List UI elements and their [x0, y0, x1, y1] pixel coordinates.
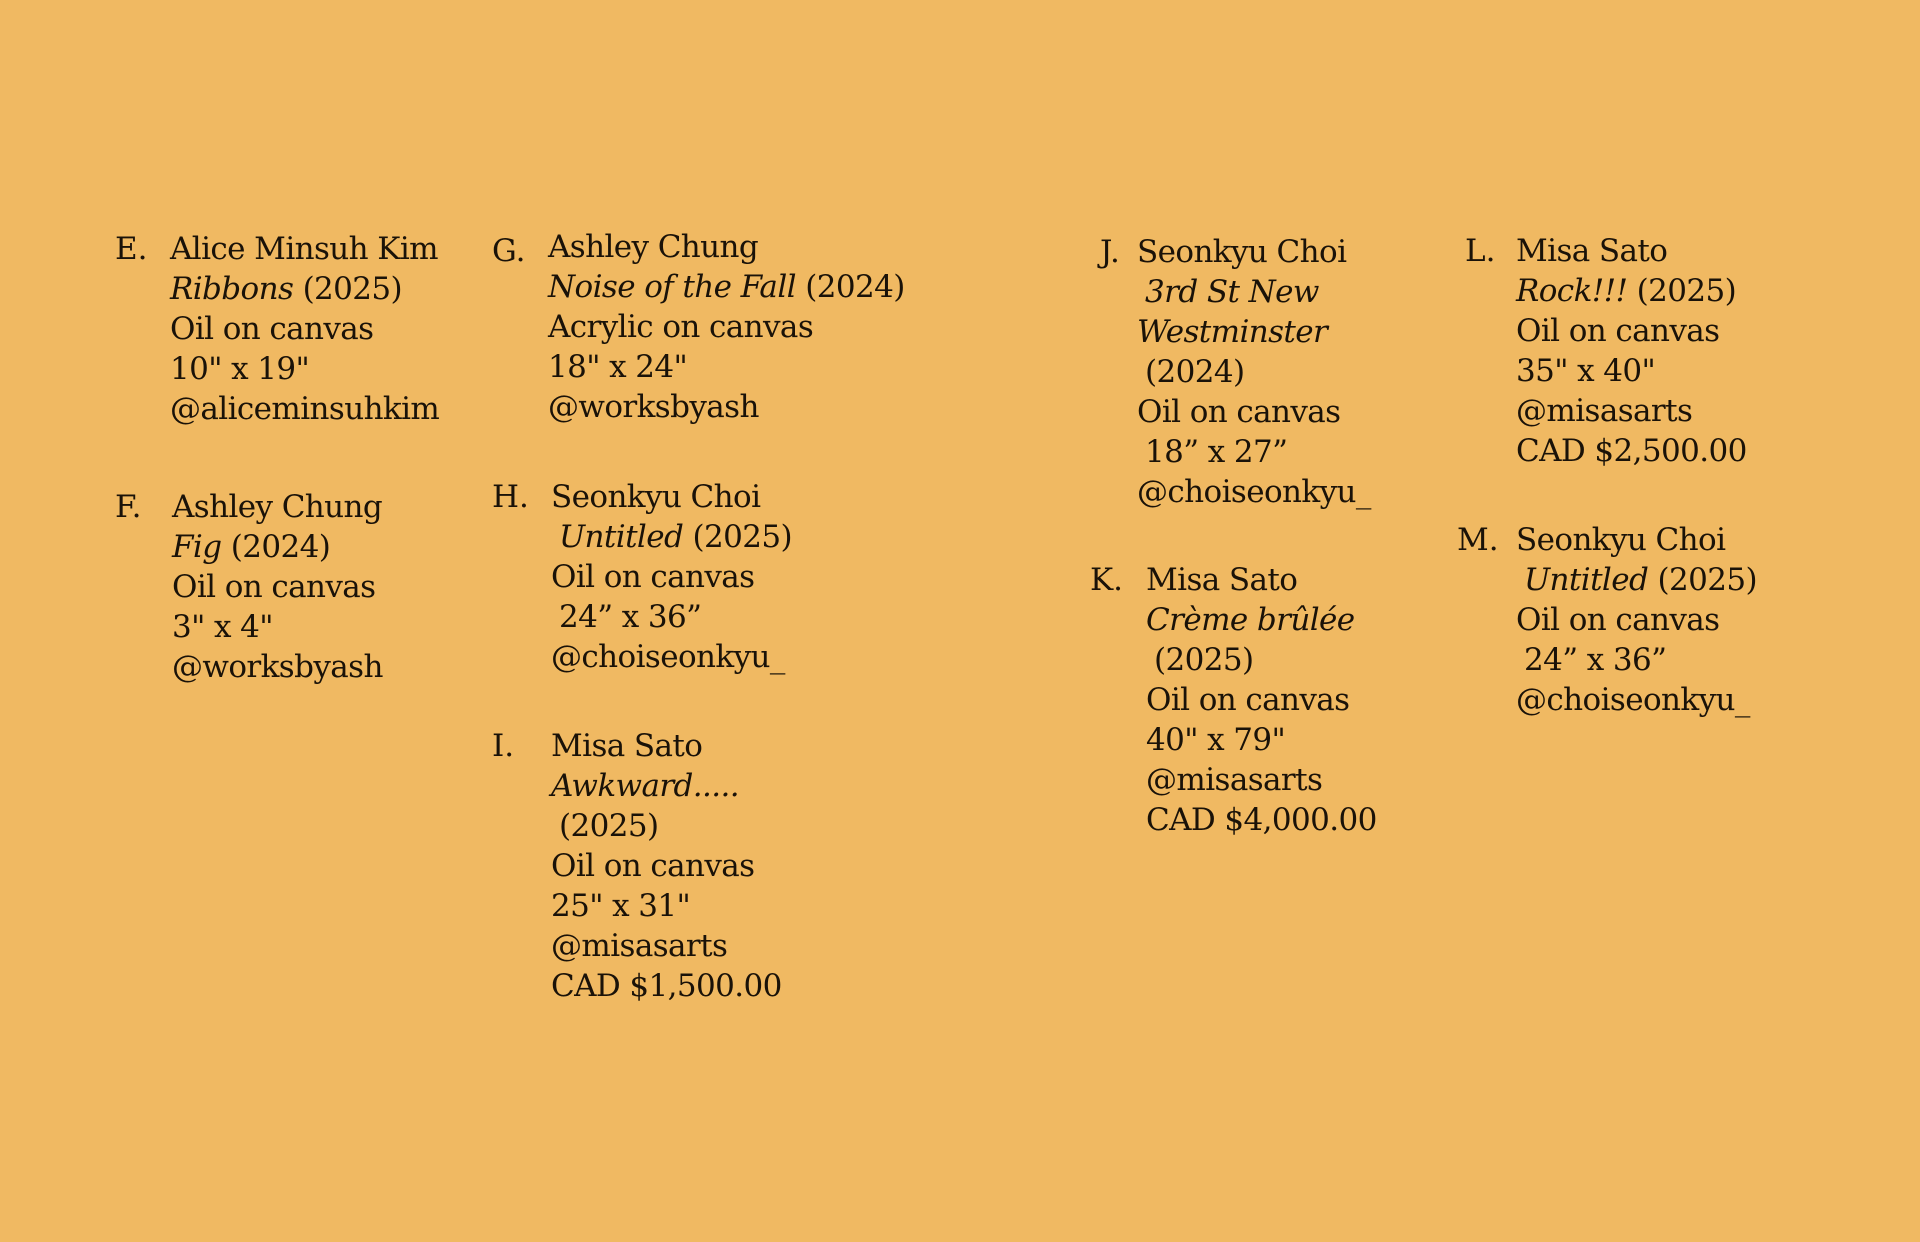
- artwork-year: (2024): [1145, 354, 1245, 390]
- artwork-medium: Oil on canvas: [1516, 602, 1720, 638]
- artist-handle: @aliceminsuhkim: [170, 391, 440, 427]
- entry-details: [1146, 560, 1377, 840]
- entry-letter: F.: [115, 489, 142, 525]
- artist-name: Misa Sato: [1146, 562, 1298, 598]
- artwork-size: 40" x 79": [1146, 722, 1286, 758]
- artist-name: Ashley Chung: [548, 229, 759, 265]
- artwork-title: Ribbons: [170, 271, 294, 307]
- artwork-medium: Oil on canvas: [1516, 313, 1720, 349]
- artist-handle: @misasarts: [1516, 393, 1693, 429]
- artwork-year: (2025): [1154, 642, 1254, 678]
- artwork-medium: Acrylic on canvas: [548, 309, 814, 345]
- entry-details: [1137, 232, 1371, 512]
- artwork-title: Awkward.....: [551, 768, 740, 804]
- artwork-title: Crème brûlée: [1146, 602, 1355, 638]
- artwork-size: 35" x 40": [1516, 353, 1656, 389]
- artwork-year: (2025): [559, 808, 659, 844]
- title-year: [170, 269, 439, 309]
- artwork-medium: Oil on canvas: [1146, 682, 1350, 718]
- artwork-year: (2025): [1636, 273, 1737, 309]
- artwork-medium: Oil on canvas: [1137, 394, 1341, 430]
- artist-name: Seonkyu Choi: [551, 479, 761, 515]
- entry-details: [548, 227, 905, 427]
- artist-handle: @choiseonkyu_: [1137, 474, 1371, 510]
- entry-details: [551, 726, 782, 1006]
- entry-details: [170, 229, 439, 429]
- artwork-title: Untitled: [559, 519, 684, 555]
- entry-letter: G.: [492, 233, 526, 269]
- artwork-price: CAD $1,500.00: [551, 968, 782, 1004]
- artist-handle: @misasarts: [551, 928, 728, 964]
- artwork-size: 24” x 36”: [559, 599, 702, 635]
- artwork-title: Fig: [172, 529, 222, 565]
- artist-name: Seonkyu Choi: [1516, 522, 1726, 558]
- artwork-size: 25" x 31": [551, 888, 691, 924]
- artwork-price: CAD $2,500.00: [1516, 433, 1747, 469]
- artist-handle: @worksbyash: [172, 649, 383, 685]
- artwork-year: (2025): [1657, 562, 1757, 598]
- entry-letter: L.: [1465, 233, 1496, 269]
- entry-letter: J.: [1100, 234, 1120, 270]
- title-year: [548, 267, 905, 307]
- entry-details: [1516, 520, 1757, 720]
- entry-details: [551, 477, 792, 677]
- entry-letter: E.: [115, 231, 148, 267]
- artwork-medium: Oil on canvas: [172, 569, 376, 605]
- entry-letter: K.: [1090, 562, 1124, 598]
- artwork-size: 18” x 27”: [1145, 434, 1288, 470]
- entry-letter: H.: [492, 479, 529, 515]
- artwork-title-line-1: 3rd St New: [1145, 274, 1319, 310]
- entry-letter: I.: [492, 728, 515, 764]
- artist-name: Misa Sato: [551, 728, 703, 764]
- artwork-year: (2025): [302, 271, 403, 307]
- artist-handle: @misasarts: [1146, 762, 1323, 798]
- artwork-title-line-2: Westminster: [1137, 314, 1328, 350]
- artist-name: Misa Sato: [1516, 233, 1668, 269]
- artist-name: Seonkyu Choi: [1137, 234, 1347, 270]
- artwork-size: 18" x 24": [548, 349, 688, 385]
- artwork-medium: Oil on canvas: [170, 311, 374, 347]
- title-year: [172, 527, 383, 567]
- artwork-size: 10" x 19": [170, 351, 310, 387]
- title-year: [1516, 271, 1747, 311]
- artwork-title: Rock!!!: [1516, 273, 1628, 309]
- title-year: [1516, 560, 1757, 600]
- entry-details: [172, 487, 383, 687]
- artwork-year: (2024): [230, 529, 331, 565]
- artwork-year: (2025): [692, 519, 792, 555]
- artist-handle: @choiseonkyu_: [551, 639, 785, 675]
- artwork-size: 3" x 4": [172, 609, 273, 645]
- entry-details: [1516, 231, 1747, 471]
- artist-name: Ashley Chung: [172, 489, 383, 525]
- artwork-size: 24” x 36”: [1524, 642, 1667, 678]
- title-year: [551, 517, 792, 557]
- artwork-title: Noise of the Fall: [548, 269, 796, 305]
- artist-handle: @choiseonkyu_: [1516, 682, 1750, 718]
- artwork-year: (2024): [805, 269, 905, 305]
- artwork-title: Untitled: [1524, 562, 1649, 598]
- artist-name: Alice Minsuh Kim: [170, 231, 438, 267]
- artwork-medium: Oil on canvas: [551, 559, 755, 595]
- entry-letter: M.: [1457, 522, 1499, 558]
- artwork-medium: Oil on canvas: [551, 848, 755, 884]
- artwork-price: CAD $4,000.00: [1146, 802, 1377, 838]
- artist-handle: @worksbyash: [548, 389, 759, 425]
